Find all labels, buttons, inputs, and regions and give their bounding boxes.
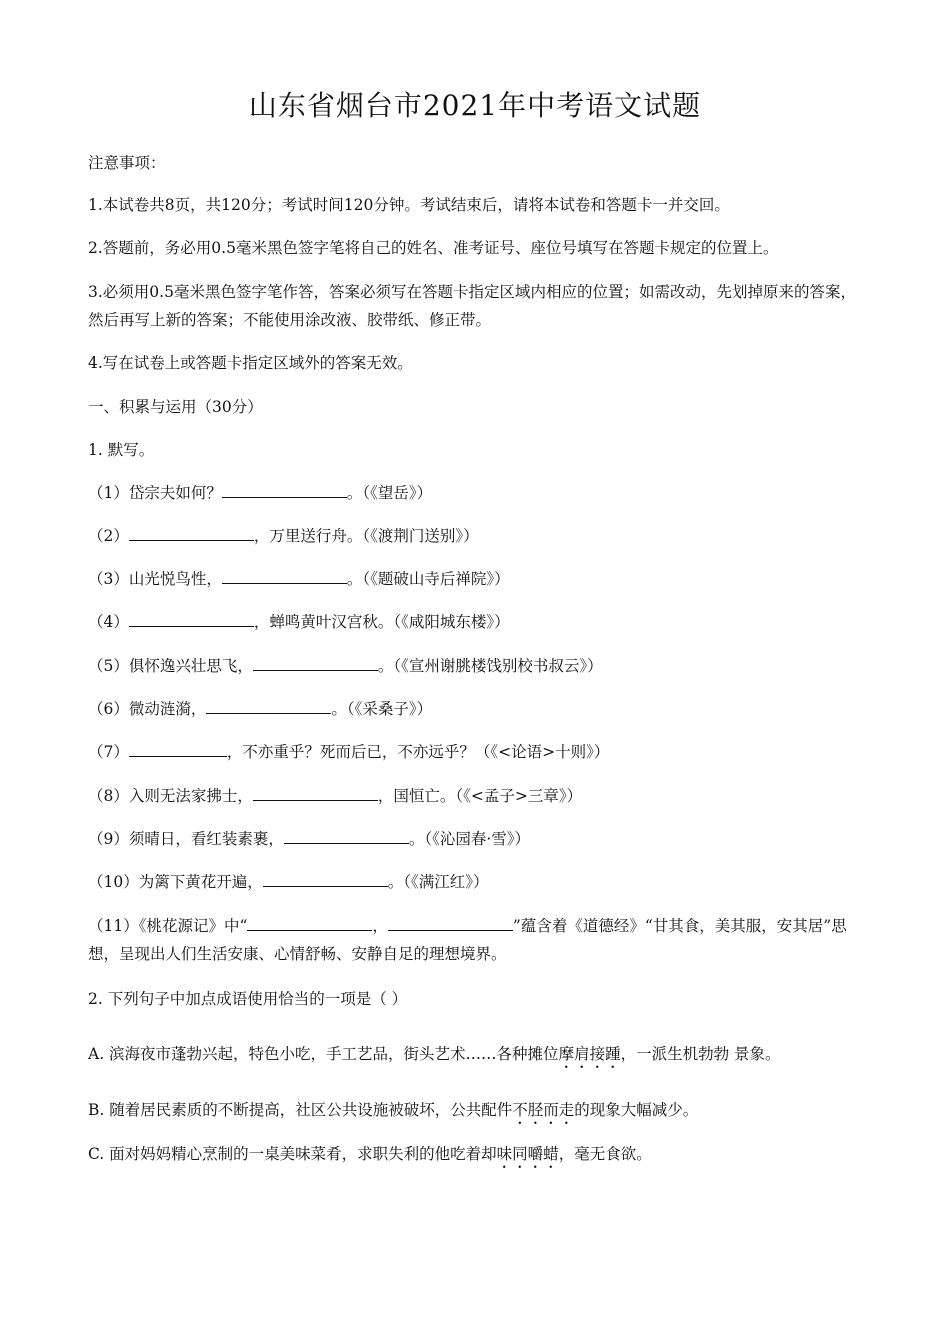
item-suffix: 。（《题破山寺后禅院》） xyxy=(346,570,510,588)
answer-blank[interactable] xyxy=(222,481,347,498)
answer-blank[interactable] xyxy=(129,610,254,627)
answer-blank[interactable] xyxy=(263,870,388,887)
item-prefix: （3）山光悦鸟性， xyxy=(88,570,222,588)
dictation-item-8 xyxy=(88,782,868,810)
dictation-item-4 xyxy=(88,608,868,636)
notice-item-3: 3.必须用0.5毫米黑色签字笔作答，答案必须写在答题卡指定区域内相应的位置；如需改动，先划掉原来的答案，然后再写上新的答案；不能使用涂改液、胶带纸、修正带。 xyxy=(88,283,856,329)
option-b[interactable] xyxy=(88,1096,868,1128)
option-a[interactable] xyxy=(88,1040,868,1072)
item-suffix: ，不亦重乎？死而后已，不亦远乎？（《<论语>十则》） xyxy=(226,743,610,761)
item-suffix: ，国恒亡。（《<孟子>三章》） xyxy=(377,787,583,805)
item-prefix: （2） xyxy=(88,527,129,545)
answer-blank[interactable] xyxy=(253,784,378,801)
item-suffix: ”蕴含着《道德经》“甘其食，美其服，安其居”思想，呈现出人们生活安康、心情舒畅、安静自足的理想境界。 xyxy=(88,917,847,963)
dictation-item-1 xyxy=(88,479,868,507)
section-heading: 一、积累与运用（30分） xyxy=(88,398,263,416)
option-text: 的现象大幅减少。 xyxy=(574,1101,699,1119)
item-middle: ， xyxy=(372,917,388,935)
item-prefix: （9）须晴日，看红装素裹， xyxy=(88,830,284,848)
answer-blank[interactable] xyxy=(129,524,254,541)
item-suffix: 。（《采桑子》） xyxy=(331,700,433,718)
item-prefix: （11）《桃花源记》中“ xyxy=(88,917,248,935)
answer-blank[interactable] xyxy=(206,697,331,714)
answer-blank[interactable] xyxy=(222,567,347,584)
dictation-item-6 xyxy=(88,695,868,723)
dictation-item-11 xyxy=(88,912,868,968)
dotted-idiom: 不胫而走 xyxy=(512,1101,575,1119)
question-1-stem: 1. 默写。 xyxy=(88,441,155,459)
option-text: C. 面对妈妈精心烹制的一桌美味菜肴，求职失利的他吃着却 xyxy=(88,1145,497,1163)
dotted-idiom: 味同嚼蜡 xyxy=(496,1145,559,1163)
option-c[interactable] xyxy=(88,1140,868,1172)
option-text: ，一派生机勃勃 景象。 xyxy=(620,1045,781,1063)
item-suffix: ，蝉鸣黄叶汉宫秋。（《咸阳城东楼》） xyxy=(253,613,510,631)
notice-item-1: 1.本试卷共8页，共120分；考试时间120分钟。考试结束后，请将本试卷和答题卡一并交回。 xyxy=(88,196,730,214)
answer-blank[interactable] xyxy=(129,740,227,757)
question-2-stem: 2. 下列句子中加点成语使用恰当的一项是（ ） xyxy=(88,990,408,1008)
dotted-idiom: 摩肩接踵 xyxy=(558,1045,621,1063)
page-title: 山东省烟台市2021年中考语文试题 xyxy=(248,89,702,122)
option-text: ，毫无食欲。 xyxy=(558,1145,652,1163)
item-prefix: （7） xyxy=(88,743,129,761)
dictation-item-10 xyxy=(88,868,868,896)
dictation-item-7 xyxy=(88,738,868,766)
dictation-item-3 xyxy=(88,565,868,593)
answer-blank[interactable] xyxy=(247,914,372,931)
item-prefix: （1）岱宗夫如何？ xyxy=(88,484,222,502)
item-suffix: 。（《满江红》） xyxy=(387,873,489,891)
option-text: A. 滨海夜市蓬勃兴起，特色小吃，手工艺品，街头艺术……各种摊位 xyxy=(88,1045,559,1063)
item-prefix: （4） xyxy=(88,613,129,631)
answer-blank[interactable] xyxy=(388,914,513,931)
item-suffix: 。（《望岳》） xyxy=(346,484,433,502)
item-suffix: ，万里送行舟。（《渡荆门送别》） xyxy=(253,527,479,545)
notice-item-4: 4.写在试卷上或答题卡指定区域外的答案无效。 xyxy=(88,354,413,372)
answer-blank[interactable] xyxy=(253,654,378,671)
dictation-item-2 xyxy=(88,522,868,550)
item-suffix: 。（《沁园春·雪》） xyxy=(408,830,531,848)
dictation-item-9 xyxy=(88,825,868,853)
dictation-item-5 xyxy=(88,652,868,680)
item-prefix: （6）微动涟漪， xyxy=(88,700,207,718)
notice-heading: 注意事项： xyxy=(88,154,166,172)
notice-item-2: 2.答题前，务必用0.5毫米黑色签字笔将自己的姓名、准考证号、座位号填写在答题卡规定的位置上。 xyxy=(88,239,779,257)
option-text: B. 随着居民素质的不断提高，社区公共设施被破坏，公共配件 xyxy=(88,1101,513,1119)
item-suffix: 。（《宣州谢朓楼饯别校书叔云》） xyxy=(377,657,603,675)
item-prefix: （8）入则无法家拂士， xyxy=(88,787,253,805)
item-prefix: （10）为篱下黄花开遍， xyxy=(88,873,263,891)
item-prefix: （5）俱怀逸兴壮思飞， xyxy=(88,657,253,675)
answer-blank[interactable] xyxy=(284,827,409,844)
